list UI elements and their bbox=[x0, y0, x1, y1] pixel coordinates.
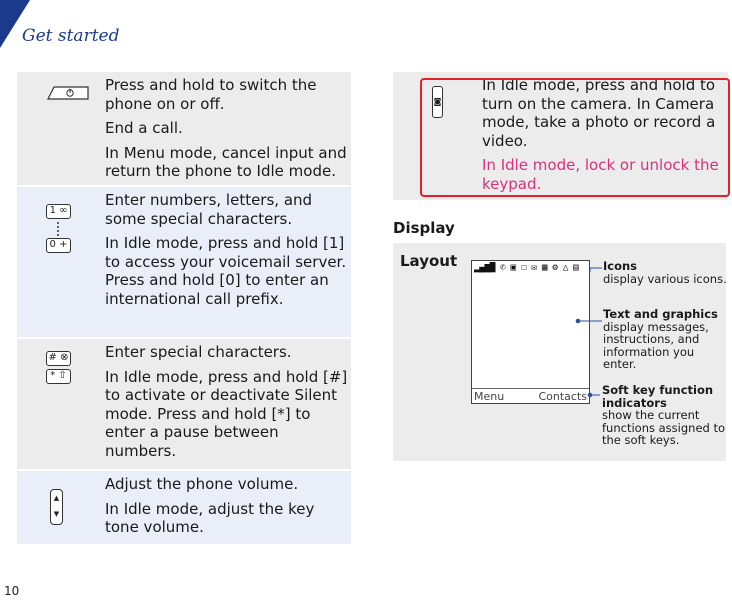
key-desc: Enter special characters. bbox=[105, 343, 292, 361]
callout-desc: display messages, instructions, and information you enter. bbox=[603, 319, 709, 371]
softkey-left-label: Menu bbox=[474, 390, 505, 403]
key-desc: End a call. bbox=[105, 119, 183, 137]
key-hash-icon: # ⊗ bbox=[46, 351, 71, 366]
key-desc: Press and hold to switch the phone on or off. bbox=[105, 76, 317, 113]
layout-label: Layout bbox=[400, 252, 458, 270]
callout-title: Icons bbox=[603, 259, 638, 273]
key-desc: In Idle mode, press and hold to turn on the camera. In Camera mode, take a photo or record a video. bbox=[482, 76, 716, 150]
callout-title: Soft key function indicators bbox=[602, 383, 714, 410]
callout-softkeys bbox=[602, 384, 727, 447]
callout-desc: display various icons. bbox=[603, 271, 727, 286]
key-desc: In Menu mode, cancel input and return the phone to Idle mode. bbox=[105, 143, 347, 180]
volume-up-icon: ▲ bbox=[53, 494, 60, 502]
key-0-icon: 0 + bbox=[46, 238, 71, 253]
key-desc: Adjust the phone volume. bbox=[105, 475, 299, 493]
key-desc: In Idle mode, adjust the key tone volume. bbox=[105, 499, 315, 536]
callout-desc: show the current functions assigned to the soft keys. bbox=[602, 408, 726, 447]
display-heading: Display bbox=[393, 219, 455, 237]
camera-key-icon: ◙ bbox=[432, 86, 443, 118]
callout-text-graphics bbox=[603, 308, 728, 371]
key-desc: Enter numbers, letters, and some special characters. bbox=[105, 191, 313, 228]
page-number: 10 bbox=[4, 584, 20, 598]
softkey-right-label: Contacts bbox=[538, 390, 587, 403]
key-star-icon: * ⇧ bbox=[46, 369, 71, 384]
key-1-icon: 1 ∞ bbox=[46, 204, 71, 219]
section-title: Get started bbox=[22, 26, 120, 46]
keypad-lock-note: In Idle mode, lock or unlock the keypad. bbox=[482, 156, 719, 193]
key-desc: In Idle mode, press and hold [#] to activate or deactivate Silent mode. Press and hold [*] to enter a pause between numbers. bbox=[105, 367, 348, 460]
callout-title: Text and graphics bbox=[603, 307, 718, 321]
key-desc: In Idle mode, press and hold [1] to access your voicemail server. Press and hold [0] to enter an international call prefix. bbox=[105, 234, 347, 308]
callout-icons bbox=[603, 260, 728, 285]
status-icons-bar: ▂▄▆█ ✆ ▣ ☐ ✉ ▦ ⚙ △ ▤ bbox=[474, 262, 579, 273]
volume-down-icon: ▼ bbox=[53, 510, 60, 518]
